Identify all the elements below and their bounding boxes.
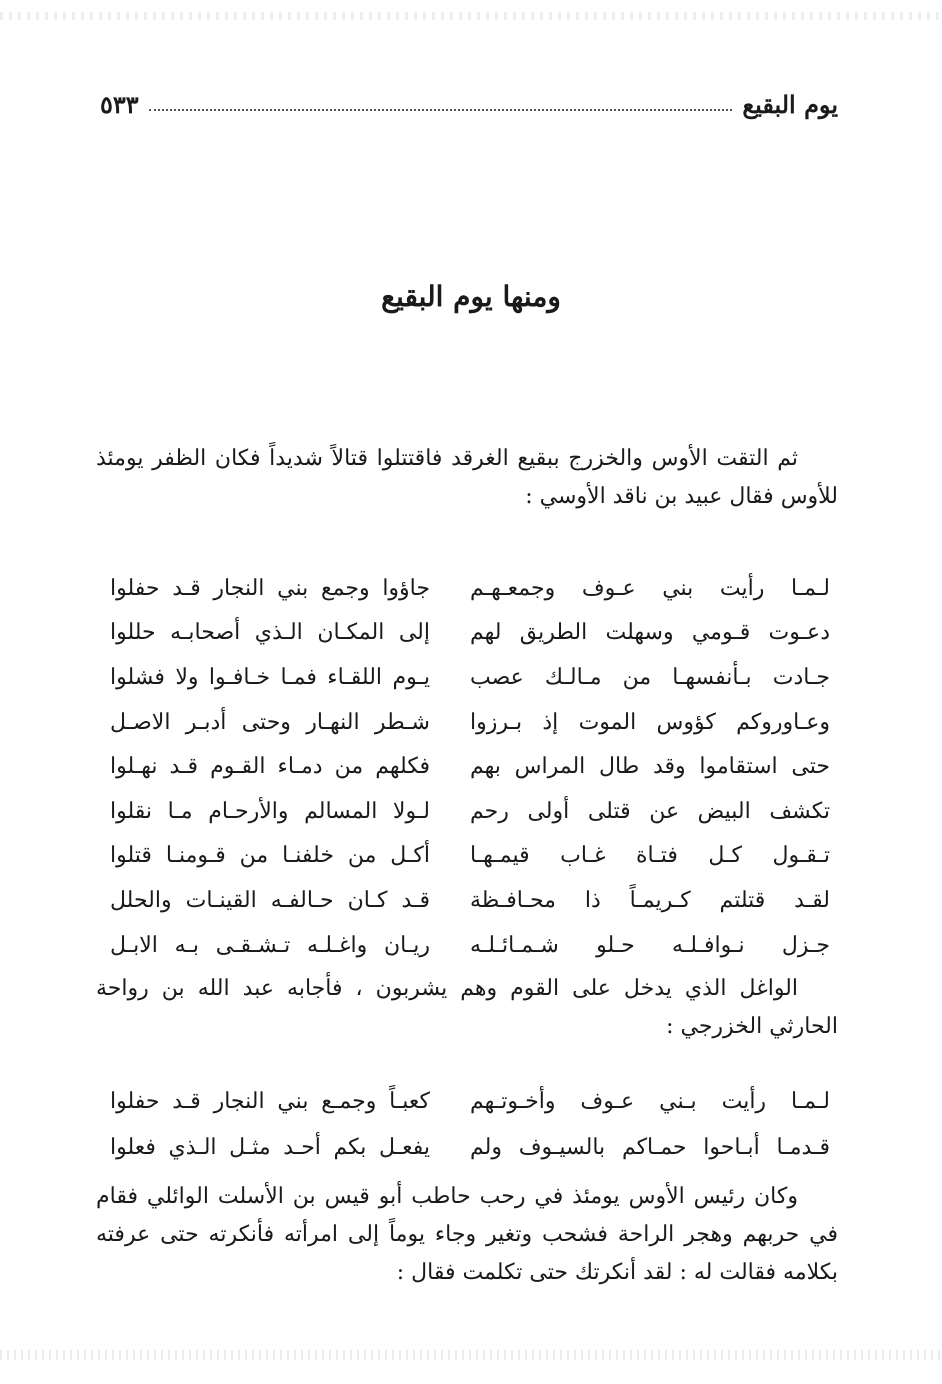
closing-paragraph [96,1178,838,1292]
intro-paragraph-text: ثم التقت الأوس والخزرج ببقيع الغرقد فاقتتلوا قتالاً شديداً فكان الظفر يومئذ للأوس فقال عبيد بن ناقد الأوسي : [96,446,838,509]
verse-second-hemistich: ريـان واغـلـه تـشـقـى بـه الابـل [110,932,430,958]
verse [110,789,830,834]
verse-second-hemistich: إلى المكـان الـذي أصحابـه حللوا [110,620,430,646]
verse-first-hemistich: تكشف البيض عن قتلى أولى رحم [470,798,830,824]
verse-second-hemistich: شـطر النهـار وحتى أدبـر الاصـل [110,709,430,735]
verse-first-hemistich: قـدمـا أبـاحوا حمـاكم بالسيـوف ولم [470,1134,830,1160]
verse-second-hemistich: يفعـل بكم أحـد مثـل الـذي فعلوا [110,1134,430,1160]
verse [110,744,830,789]
verse [110,700,830,745]
verse-first-hemistich: لـمـا رأيت بـني عـوف وأخـوتـهم [470,1088,830,1114]
verse-second-hemistich: كعبـاً وجمـع بني النجار قـد حفلوا [110,1088,430,1114]
verse-first-hemistich: لقـد قتلتم كـريمـاً ذا محـافـظة [470,887,830,913]
page-number: ٥٣٣ [100,89,139,119]
scan-edge-bottom [0,1350,942,1360]
verse [110,611,830,656]
closing-paragraph-text: وكان رئيس الأوس يومئذ في رحب حاطب أبو قيس بن الأسلت الوائلي فقام في حربهم وهجر الراحة فشحب وتغير وجاء يوماً إلى امرأته فأنكرته حتى عرفته بكلامه فقالت له : لقد أنكرتك حتى تكلمت فقال : [96,1184,838,1285]
scan-edge-top [0,12,942,20]
section-title: ومنها يوم البقيع [381,280,561,313]
verse [110,923,830,968]
verse [110,566,830,611]
verse-second-hemistich: قـد كـان حـالفـه القينـات والحلل [110,887,430,913]
verse [110,1078,830,1124]
verse-second-hemistich: أكـل من خلفنـا من قـومنـا قتلوا [110,843,430,869]
verse-first-hemistich: لـمـا رأيت بني عـوف وجمعـهـم [470,575,830,601]
running-head: يوم البقيع [742,89,838,119]
verse [110,878,830,923]
verse-first-hemistich: جـادت بـأنفسهـا من مـالـك عصب [470,664,830,690]
verse-first-hemistich: تـقـول كـل فتـاة غـاب قيمـهـا [470,843,830,869]
verse-first-hemistich: جـزل نـوافـلـه حـلو شـمـائـلـه [470,932,830,958]
page-header [100,84,838,124]
middle-paragraph [96,970,838,1046]
leader-dots [149,109,733,111]
verse-second-hemistich: يـوم اللقـاء فمـا خـافـوا ولا فشلوا [110,664,430,690]
verse-first-hemistich: دعـوت قـومي وسهلت الطريق لهم [470,620,830,646]
verse-second-hemistich: جاؤوا وجمع بني النجار قـد حفلوا [110,575,430,601]
verse-first-hemistich: وعـاوروكم كؤوس الموت إذ بـرزوا [470,709,830,735]
middle-paragraph-text: الواغل الذي يدخل على القوم وهم يشربون ، فأجابه عبد الله بن رواحة الحارثي الخزرجي : [96,976,838,1039]
poem-2 [110,1078,830,1170]
verse-second-hemistich: لـولا المسالم والأرحـام مـا نقلوا [110,798,430,824]
verse-first-hemistich: حتى استقاموا وقد طال المراس بهم [470,754,830,780]
verse-second-hemistich: فكلهم من دمـاء القـوم قـد نهـلوا [110,754,430,780]
verse [110,834,830,879]
poem-1 [110,566,830,967]
intro-paragraph [96,440,838,516]
verse [110,1124,830,1170]
verse [110,655,830,700]
